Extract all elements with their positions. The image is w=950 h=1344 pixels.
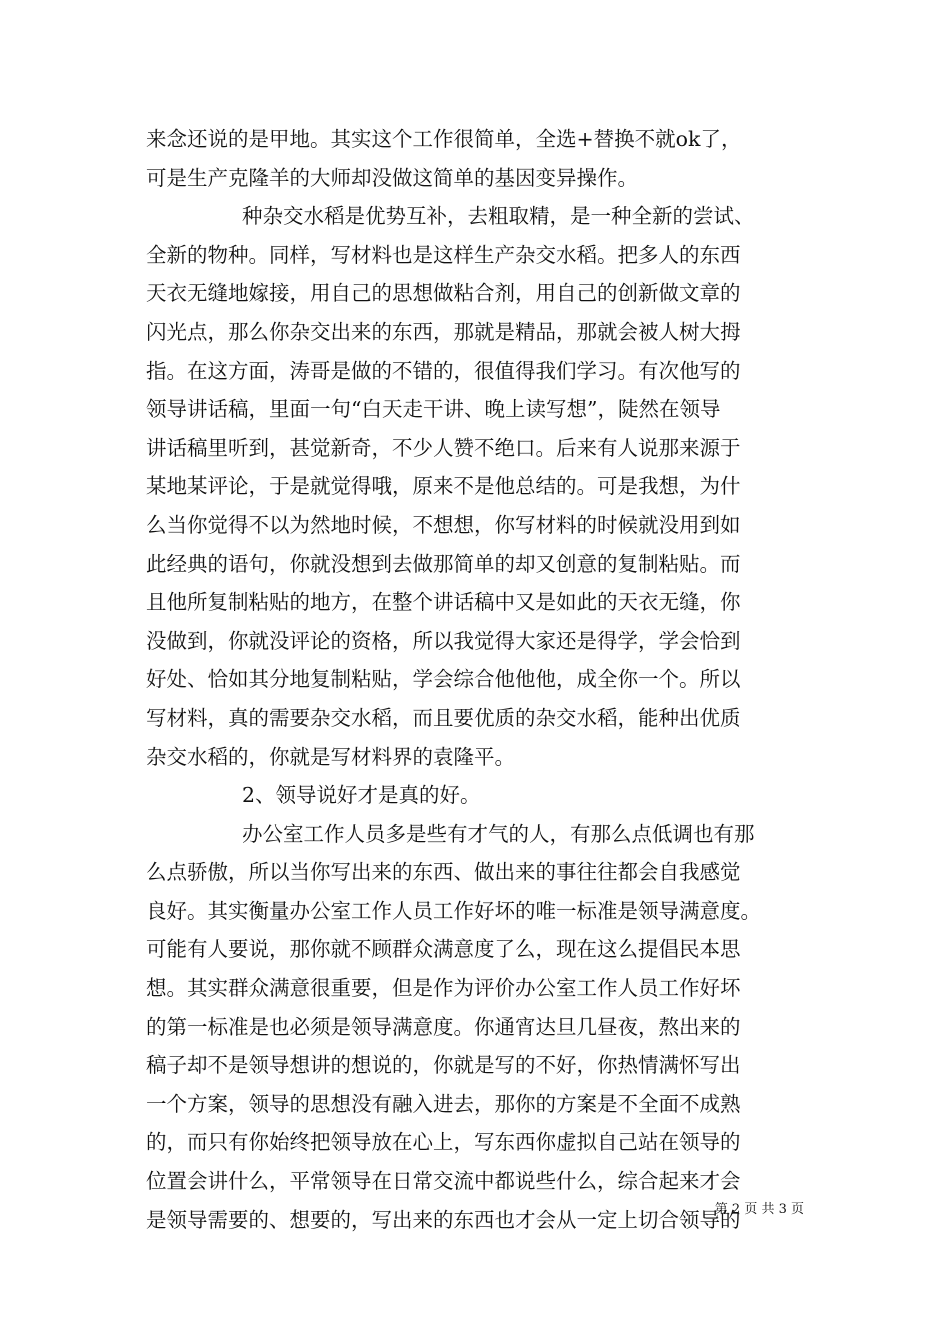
text-line: 稿子却不是领导想讲的想说的，你就是写的不好，你热情满怀写出 [146,1053,741,1078]
text-line: 可能有人要说，那你就不顾群众满意度了么，现在这么提倡民本思 [146,937,741,962]
text-line: 么点骄傲，所以当你写出来的东西、做出来的事往往都会自我感觉 [146,860,741,885]
text-line: 指。在这方面，涛哥是做的不错的，很值得我们学习。有次他写的 [146,358,741,383]
document-body [146,120,822,1239]
text-line: 来念还说的是甲地。其实这个工作很简单，全选+替换不就ok了， [146,127,742,151]
text-line: 2、领导说好才是真的好。 [242,783,481,808]
text-line: 良好。其实衡量办公室工作人员工作好坏的唯一标准是领导满意度。 [146,898,761,923]
text-line: 且他所复制粘贴的地方，在整个讲话稿中又是如此的天衣无缝，你 [146,590,741,615]
text-line: 杂交水稻的，你就是写材料界的袁隆平。 [146,744,515,769]
text-line: 想。其实群众满意很重要，但是作为评价办公室工作人员工作好坏 [146,976,741,1001]
text-line: 某地某评论，于是就觉得哦，原来不是他总结的。可是我想，为什 [146,474,741,499]
text-line: 的，而只有你始终把领导放在心上，写东西你虚拟自己站在领导的 [146,1130,741,1155]
text-line: 闪光点，那么你杂交出来的东西，那就是精品，那就会被人树大拇 [146,319,741,344]
text-line: 讲话稿里听到，甚觉新奇，不少人赞不绝口。后来有人说那来源于 [146,435,741,460]
text-line: 办公室工作人员多是些有才气的人，有那么点低调也有那 [242,821,755,846]
text-line: 是领导需要的、想要的，写出来的东西也才会从一定上切合领导的 [146,1207,741,1232]
text-line: 写材料，真的需要杂交水稻，而且要优质的杂交水稻，能种出优质 [146,705,741,730]
text-line: 一个方案，领导的思想没有融入进去，那你的方案是不全面不成熟 [146,1091,741,1116]
text-line: 此经典的语句，你就没想到去做那简单的却又创意的复制粘贴。而 [146,551,741,576]
text-line: 么当你觉得不以为然地时候，不想想，你写材料的时候就没用到如 [146,512,741,537]
text-line: 没做到，你就没评论的资格，所以我觉得大家还是得学，学会恰到 [146,628,741,653]
text-line: 好处、恰如其分地复制粘贴，学会综合他他他，成全你一个。所以 [146,667,741,692]
text-line: 全新的物种。同样，写材料也是这样生产杂交水稻。把多人的东西 [146,242,741,267]
text-line: 位置会讲什么，平常领导在日常交流中都说些什么，综合起来才会 [146,1169,741,1194]
text-line: 天衣无缝地嫁接，用自己的思想做粘合剂，用自己的创新做文章的 [146,281,741,306]
text-line: 可是生产克隆羊的大师却没做这简单的基因变异操作。 [146,165,638,190]
text-line: 领导讲话稿，里面一句“白天走干讲、晚上读写想”，陡然在领导 [146,397,721,422]
text-line: 种杂交水稻是优势互补，去粗取精，是一种全新的尝试、 [242,204,755,229]
text-line: 的第一标准是也必须是领导满意度。你通宵达旦几昼夜，熬出来的 [146,1014,741,1039]
page-number-footer: 第 2 页 共 3 页 [714,1202,804,1217]
